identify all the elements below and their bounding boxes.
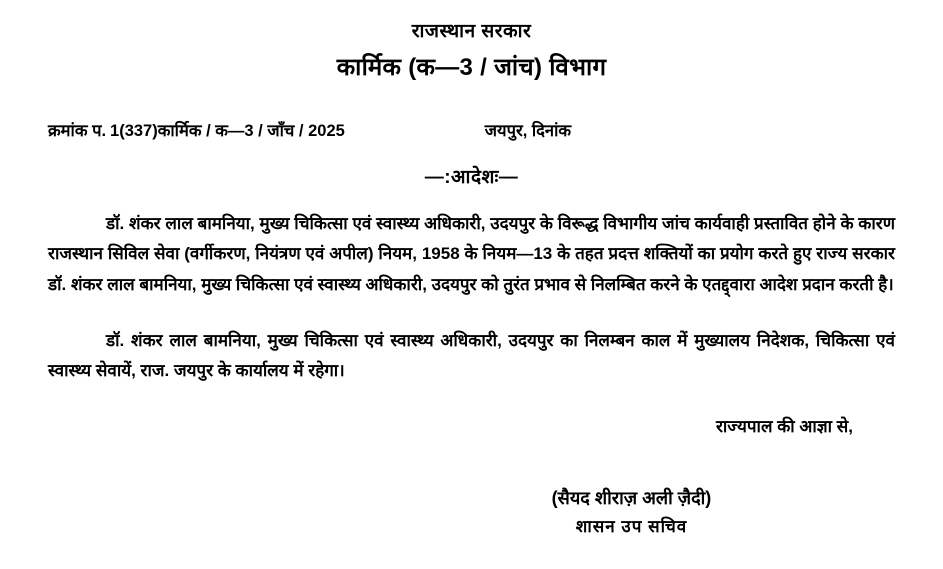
department-heading: कार्मिक (क—3 / जांच) विभाग: [336, 53, 607, 81]
reference-row: [48, 118, 895, 141]
signatory-designation: शासन उप सचिव: [575, 517, 688, 537]
order-paragraph-2: डॉ. शंकर लाल बामनिया, मुख्य चिकित्सा एवं स्वास्थ्य अधिकारी, उदयपुर का निलम्बन काल में मुख्यालय निदेशक, चिकित्सा एवं स्वास्थ्य सेवायें, राज. जयपुर के कार्यालय में रहेगा।: [48, 330, 895, 381]
order-title: —:आदेशः—: [424, 167, 519, 189]
government-heading: राजस्थान सरकार: [411, 21, 532, 42]
reference-label: क्रमांक प.: [48, 122, 107, 141]
signatory-name: (सैयद शीराज़ अली ज़ैदी): [551, 488, 712, 509]
signature-block: [368, 485, 895, 537]
place-and-date: जयपुर, दिनांक: [484, 122, 572, 141]
by-order-of-governor: राज्यपाल की आज्ञा से,: [715, 417, 853, 437]
order-paragraph-1: डॉ. शंकर लाल बामनिया, मुख्य चिकित्सा एवं स्वास्थ्य अधिकारी, उदयपुर के विरूद्ध विभागीय जांच कार्यवाही प्रस्तावित होने के कारण राजस्थान सिविल सेवा (वर्गीकरण, नियंत्रण एवं अपील) नियम, 1958 के नियम—13 के तहत प्रदत्त शक्तियों का प्रयोग करते हुए राज्य सरकार डॉ. शंकर लाल बामनिया, मुख्य चिकित्सा एवं स्वास्थ्य अधिकारी, उदयपुर को तुरंत प्रभाव से निलम्बित करने के एतद्द्वारा आदेश प्रदान करती है।: [48, 214, 895, 294]
reference-number: 1(337)कार्मिक / क—3 / जाँच / 2025: [110, 122, 345, 141]
